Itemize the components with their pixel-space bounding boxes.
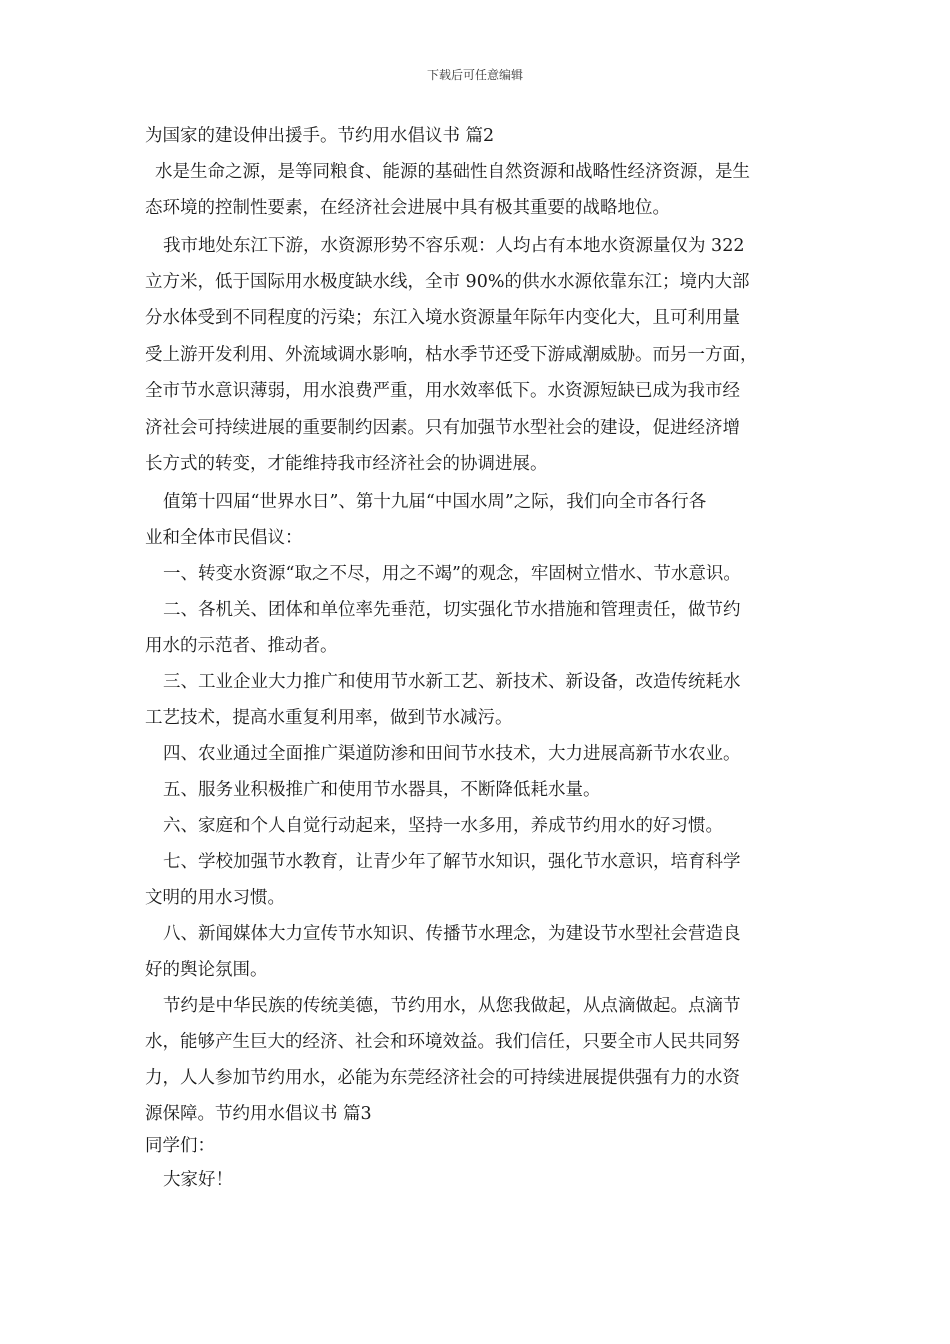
text-line: 一、转变水资源“取之不尽，用之不竭”的观念，牢固树立惜水、节水意识。 [163, 564, 741, 584]
text-line: 值第十四届“世界水日”、第十九届“中国水周”之际，我们向全市各行各 [163, 492, 707, 512]
text-line: 工艺技术，提高水重复利用率，做到节水减污。 [145, 708, 513, 728]
text-line: 好的舆论氛围。 [145, 960, 268, 980]
text-line: 力，人人参加节约用水，必能为东莞经济社会的可持续进展提供强有力的水资 [145, 1068, 740, 1088]
text-line: 济社会可持续进展的重要制约因素。只有加强节水型社会的建设，促进经济增 [145, 418, 740, 438]
text-line: 源保障。节约用水倡议书 篇3 [145, 1104, 372, 1124]
text-line: 立方米，低于国际用水极度缺水线，全市 90%的供水水源依靠东江；境内大部 [145, 272, 750, 292]
text-line: 节约是中华民族的传统美德，节约用水，从您我做起，从点滴做起。点滴节 [163, 996, 741, 1016]
text-line: 七、学校加强节水教育，让青少年了解节水知识，强化节水意识，培育科学 [163, 852, 741, 872]
text-line: 为国家的建设伸出援手。节约用水倡议书 篇2 [145, 126, 495, 146]
text-line: 文明的用水习惯。 [145, 888, 285, 908]
text-line: 同学们： [145, 1136, 215, 1156]
text-line: 长方式的转变，才能维持我市经济社会的协调进展。 [145, 454, 548, 474]
page-header: 下载后可任意编辑 [426, 68, 523, 82]
text-line: 五、服务业积极推广和使用节水器具，不断降低耗水量。 [163, 780, 601, 800]
text-line: 六、家庭和个人自觉行动起来，坚持一水多用，养成节约用水的好习惯。 [163, 816, 723, 836]
text-line: 全市节水意识薄弱，用水浪费严重，用水效率低下。水资源短缺已成为我市经 [145, 381, 740, 401]
text-line: 水是生命之源，是等同粮食、能源的基础性自然资源和战略性经济资源，是生 [155, 162, 750, 182]
text-line: 态环境的控制性要素，在经济社会进展中具有极其重要的战略地位。 [145, 198, 670, 218]
text-line: 二、各机关、团体和单位率先垂范，切实强化节水措施和管理责任，做节约 [163, 600, 741, 620]
text-line: 三、工业企业大力推广和使用节水新工艺、新技术、新设备，改造传统耗水 [163, 672, 741, 692]
text-line: 八、新闻媒体大力宣传节水知识、传播节水理念，为建设节水型社会营造良 [163, 924, 741, 944]
text-line: 水，能够产生巨大的经济、社会和环境效益。我们信任，只要全市人民共同努 [145, 1032, 740, 1052]
text-line: 业和全体市民倡议： [145, 528, 303, 548]
text-line: 四、农业通过全面推广渠道防渗和田间节水技术，大力进展高新节水农业。 [163, 744, 741, 764]
text-line: 大家好！ [163, 1170, 233, 1190]
text-line: 我市地处东江下游，水资源形势不容乐观：人均占有本地水资源量仅为 322 [163, 236, 745, 256]
text-line: 分水体受到不同程度的污染；东江入境水资源量年际年内变化大，且可利用量 [145, 308, 740, 328]
text-line: 用水的示范者、推动者。 [145, 636, 338, 656]
text-line: 受上游开发利用、外流域调水影响，枯水季节还受下游咸潮威胁。而另一方面， [145, 345, 758, 365]
